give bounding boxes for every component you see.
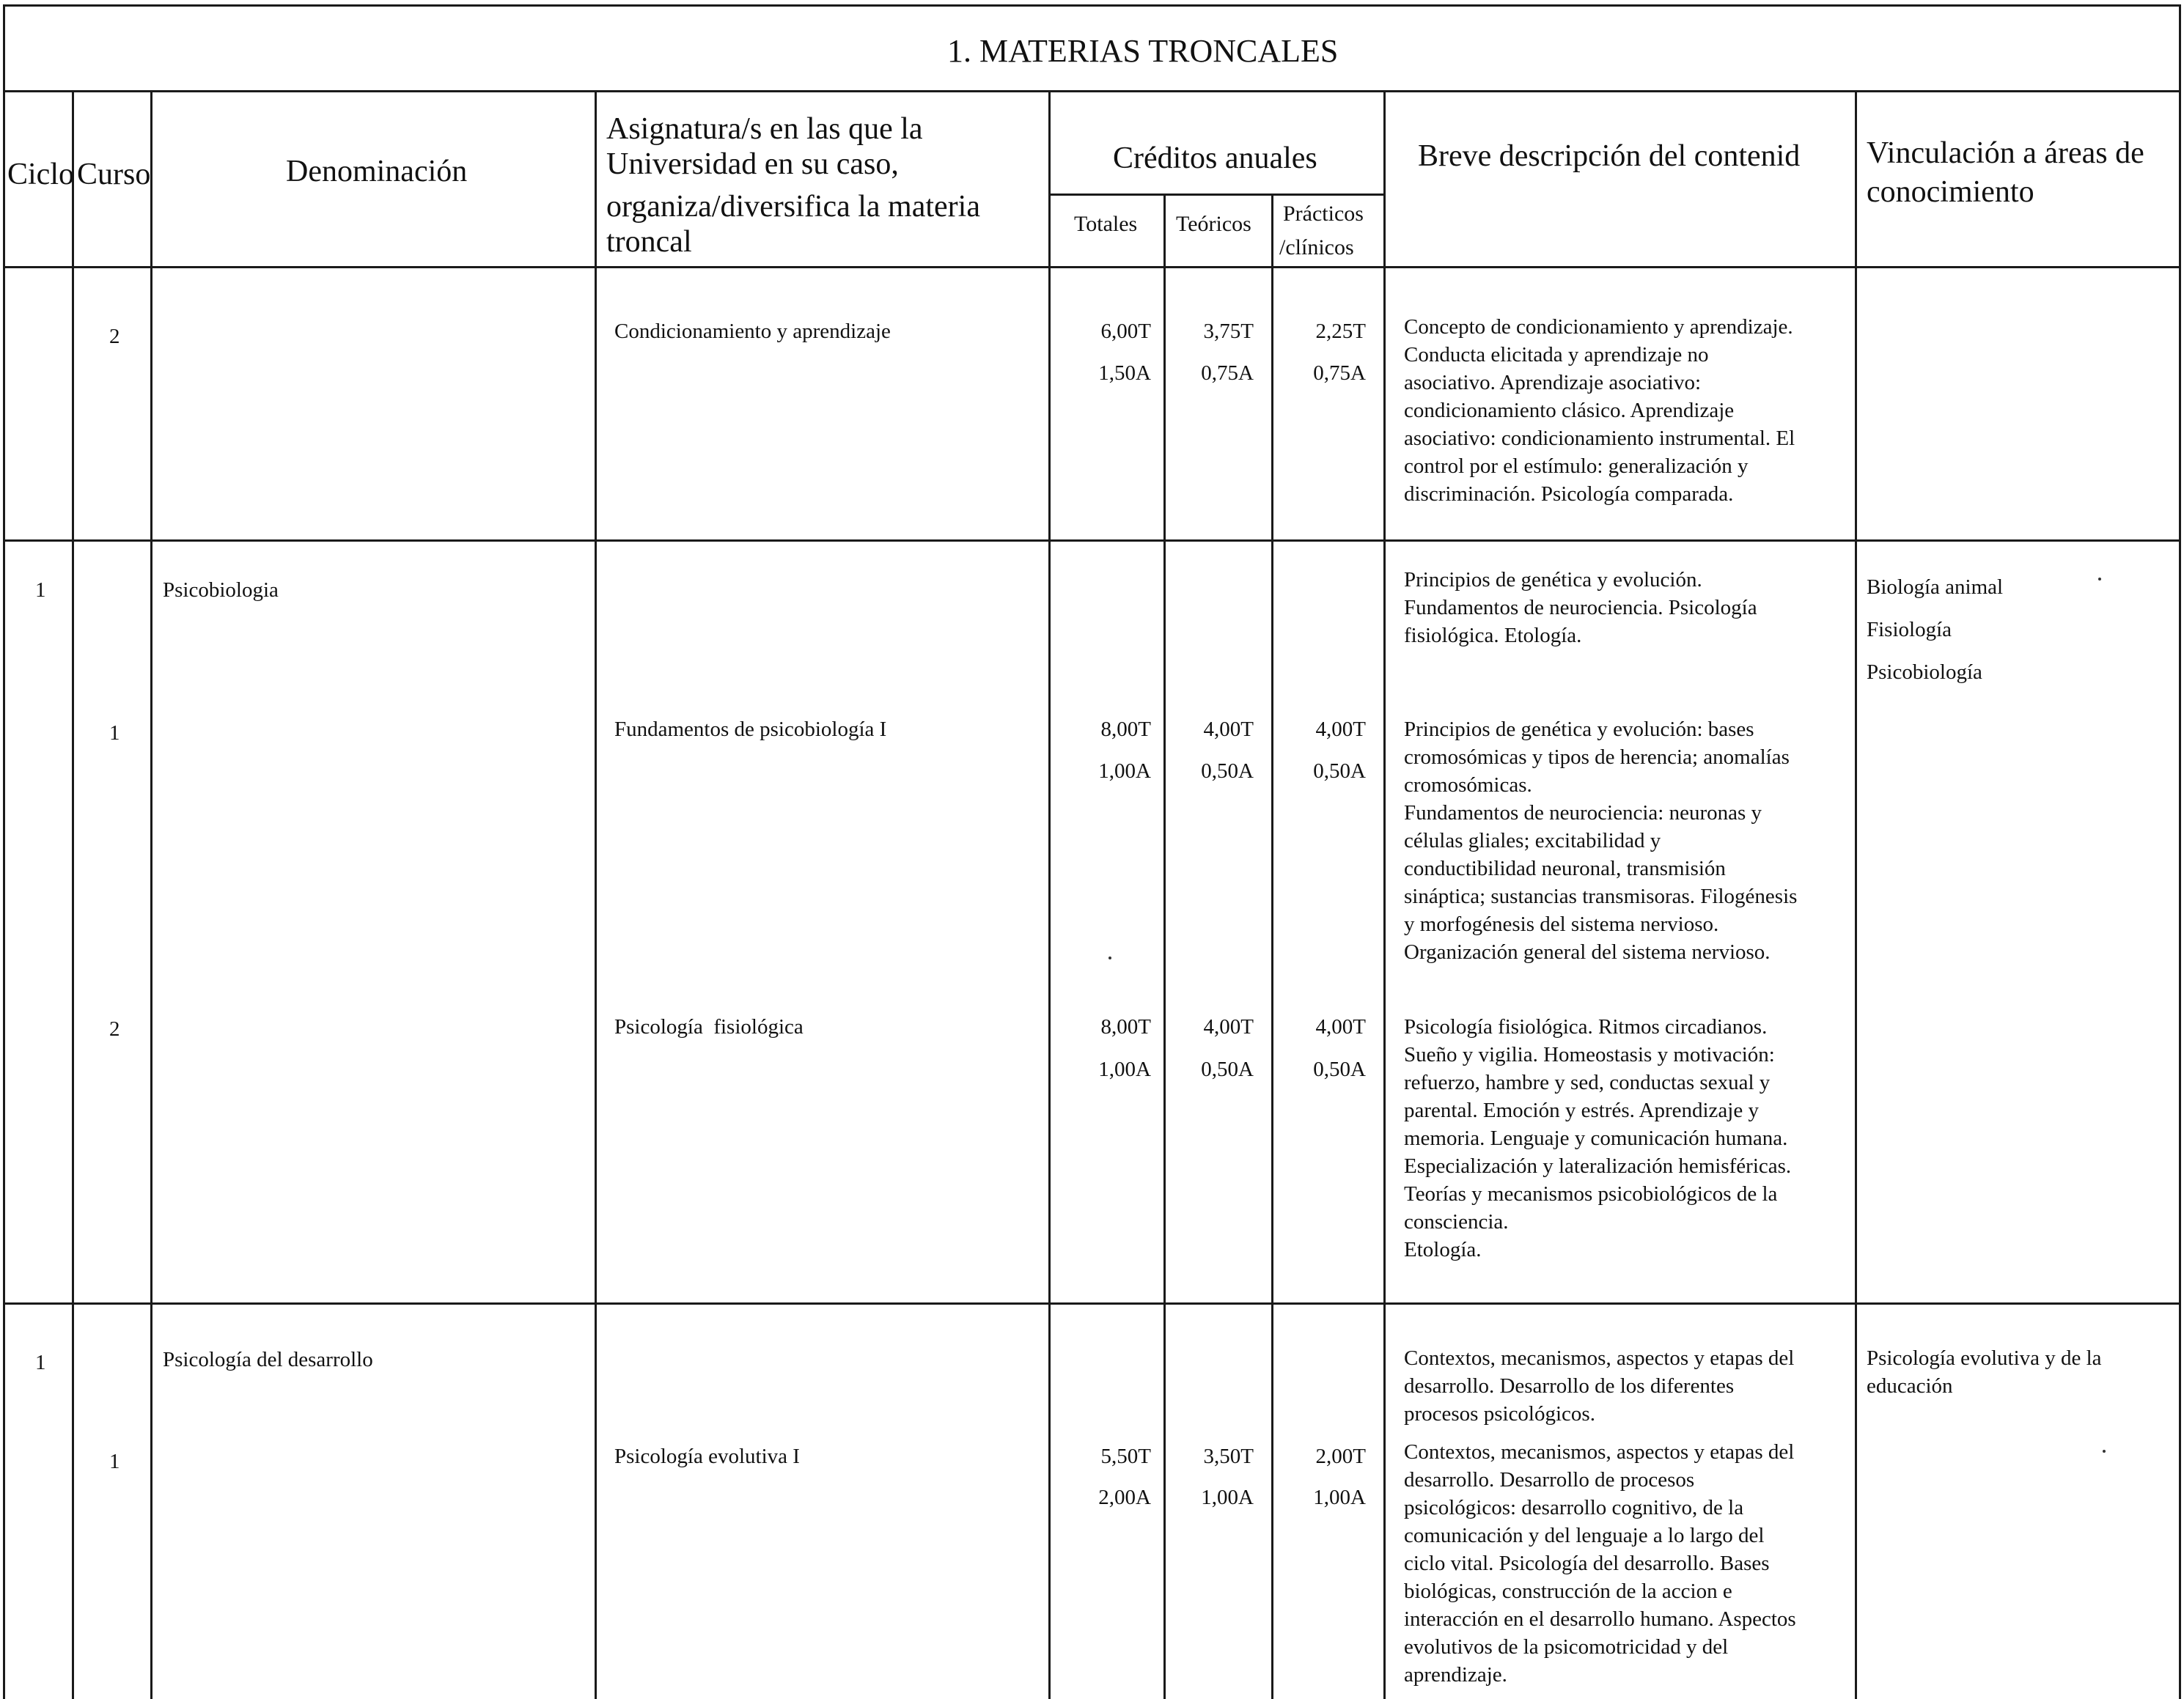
col-sep-totales <box>1163 194 1166 1699</box>
table-row-curso: 2 <box>109 325 120 348</box>
table-row-teoricos-t: 3,50T <box>1203 1445 1254 1468</box>
table-row-practicos-t: 4,00T <box>1315 718 1366 741</box>
table-row-descripcion: Concepto de condicionamiento y aprendizaje. Conducta elicitada y aprendizaje no asociativo. Aprendizaje asociativo: condicionamiento clásico. Aprendizaje asociativo: condicionamiento instrumental. El control por el estímulo: generalización y discriminación. Psicología comparada. <box>1404 315 1795 506</box>
row-separator-2 <box>3 1302 2180 1305</box>
table-row-descripcion: Psicología fisiológica. Ritmos circadianos. Sueño y vigilia. Homeostasis y motivación: refuerzo, hambre y sed, conductas sexual y parental. Emoción y estrés. Aprendizaje y memoria. Lenguaje y comunicación humana. Especialización y lateralización hemisféricas. Teorías y mecanismos psicobiológicos de la consciencia. Etología. <box>1404 1015 1792 1261</box>
table-row-teoricos-a: 0,75A <box>1201 361 1254 385</box>
table-row-areas: Psicología evolutiva y de la educación <box>1867 1346 2102 1398</box>
header-asignaturas-line1: Asignatura/s en las que la <box>606 112 923 146</box>
scan-speck <box>2103 1450 2106 1453</box>
credits-subheader-rule <box>1048 194 1383 196</box>
table-row-asignatura: Psicología fisiológica <box>614 1015 804 1039</box>
header-ciclo: Ciclo <box>7 158 74 191</box>
table-row-practicos-t: 2,25T <box>1315 320 1366 343</box>
header-denominacion: Denominación <box>286 155 468 188</box>
table-row-teoricos-a: 0,50A <box>1201 1058 1254 1081</box>
frame-left <box>3 4 5 1699</box>
table-row-areas: Biología animal Fisiología Psicobiología <box>1867 575 2004 684</box>
header-vinculacion-line1: Vinculación a áreas de <box>1867 136 2144 170</box>
header-creditos: Créditos anuales <box>1113 141 1317 175</box>
header-teoricos: Teóricos <box>1176 212 1251 236</box>
table-row-totales-t: 6,00T <box>1100 320 1151 343</box>
page-title: 1. MATERIAS TRONCALES <box>947 33 1339 69</box>
header-asignaturas-line4: troncal <box>606 225 692 259</box>
table-row-teoricos-t: 3,75T <box>1203 320 1254 343</box>
table-row-totales-t: 8,00T <box>1100 718 1151 741</box>
table-row-teoricos-t: 4,00T <box>1203 1015 1254 1039</box>
table-row-curso: 2 <box>109 1017 120 1041</box>
table-row-descripcion: Contextos, mecanismos, aspectos y etapas del desarrollo. Desarrollo de procesos psicológicos: desarrollo cognitivo, de la comunicación y del lenguaje a lo largo del ciclo vital. Psicología del desarrollo. Bases biológicas, construcción de la accion e interacción en el desarrollo humano. Aspectos evolutivos de la psicomotricidad y del aprendizaje. <box>1404 1440 1796 1687</box>
col-sep-asignatura <box>1048 90 1051 1699</box>
scan-speck <box>2098 578 2101 581</box>
frame-top <box>3 4 2180 7</box>
title-rule <box>3 90 2180 92</box>
table-row-asignatura: Fundamentos de psicobiología I <box>614 718 887 741</box>
table-row-ciclo: 1 <box>35 1351 46 1374</box>
table-row-descripcion: Contextos, mecanismos, aspectos y etapas del desarrollo. Desarrollo de los diferentes procesos psicológicos. <box>1404 1346 1795 1426</box>
header-curso: Curso <box>77 158 151 191</box>
col-sep-curso <box>150 90 152 1699</box>
table-row-teoricos-a: 1,00A <box>1201 1486 1254 1509</box>
frame-right <box>2179 4 2181 1699</box>
table-row-totales-t: 8,00T <box>1100 1015 1151 1039</box>
col-sep-creditos <box>1383 90 1386 1699</box>
header-descripcion: Breve descripción del contenid <box>1418 139 1801 173</box>
header-rule <box>3 266 2180 268</box>
table-row-practicos-a: 1,00A <box>1313 1486 1366 1509</box>
table-row-practicos-a: 0,50A <box>1313 1058 1366 1081</box>
table-row-curso: 1 <box>109 1450 120 1473</box>
row-separator-1 <box>3 539 2180 542</box>
table-row-practicos-t: 4,00T <box>1315 1015 1366 1039</box>
col-sep-ciclo <box>72 90 74 1699</box>
header-totales: Totales <box>1074 212 1138 236</box>
table-row-ciclo: 1 <box>35 578 46 602</box>
scan-speck <box>1108 957 1111 959</box>
header-practicos-line1: Prácticos <box>1283 202 1364 226</box>
table-row-totales-t: 5,50T <box>1100 1445 1151 1468</box>
table-row-teoricos-t: 4,00T <box>1203 718 1254 741</box>
table-row-practicos-a: 0,75A <box>1313 361 1366 385</box>
table-row-curso: 1 <box>109 721 120 745</box>
table-row-totales-a: 1,00A <box>1098 759 1151 783</box>
header-practicos-line2: /clínicos <box>1279 235 1354 259</box>
table-row-asignatura: Condicionamiento y aprendizaje <box>614 320 891 343</box>
table-row-denominacion: Psicobiologia <box>163 578 279 602</box>
table-row-totales-a: 2,00A <box>1098 1486 1151 1509</box>
table-row-descripcion: Principios de genética y evolución. Fundamentos de neurociencia. Psicología fisiológica. Etología. <box>1404 568 1757 647</box>
col-sep-teoricos <box>1271 194 1273 1699</box>
table-row-descripcion: Principios de genética y evolución: bases cromosómicas y tipos de herencia; anomalías cromosómicas. Fundamentos de neurociencia: neuronas y células gliales; excitabilidad y conductibilidad neuronal, transmisión sináptica; sustancias transmisoras. Filogénesis y morfogénesis del sistema nervioso. Organización general del sistema nervioso. <box>1404 718 1798 964</box>
col-sep-descripcion <box>1855 90 1857 1699</box>
table-row-totales-a: 1,50A <box>1098 361 1151 385</box>
header-asignaturas-line2: Universidad en su caso, <box>606 147 899 181</box>
table-row-practicos-t: 2,00T <box>1315 1445 1366 1468</box>
table-row-totales-a: 1,00A <box>1098 1058 1151 1081</box>
table-row-teoricos-a: 0,50A <box>1201 759 1254 783</box>
header-vinculacion-line2: conocimiento <box>1867 175 2034 209</box>
table-row-denominacion: Psicología del desarrollo <box>163 1348 373 1371</box>
header-asignaturas-line3: organiza/diversifica la materia <box>606 190 980 224</box>
table-row-asignatura: Psicología evolutiva I <box>614 1445 800 1468</box>
col-sep-denominacion <box>595 90 597 1699</box>
table-row-practicos-a: 0,50A <box>1313 759 1366 783</box>
